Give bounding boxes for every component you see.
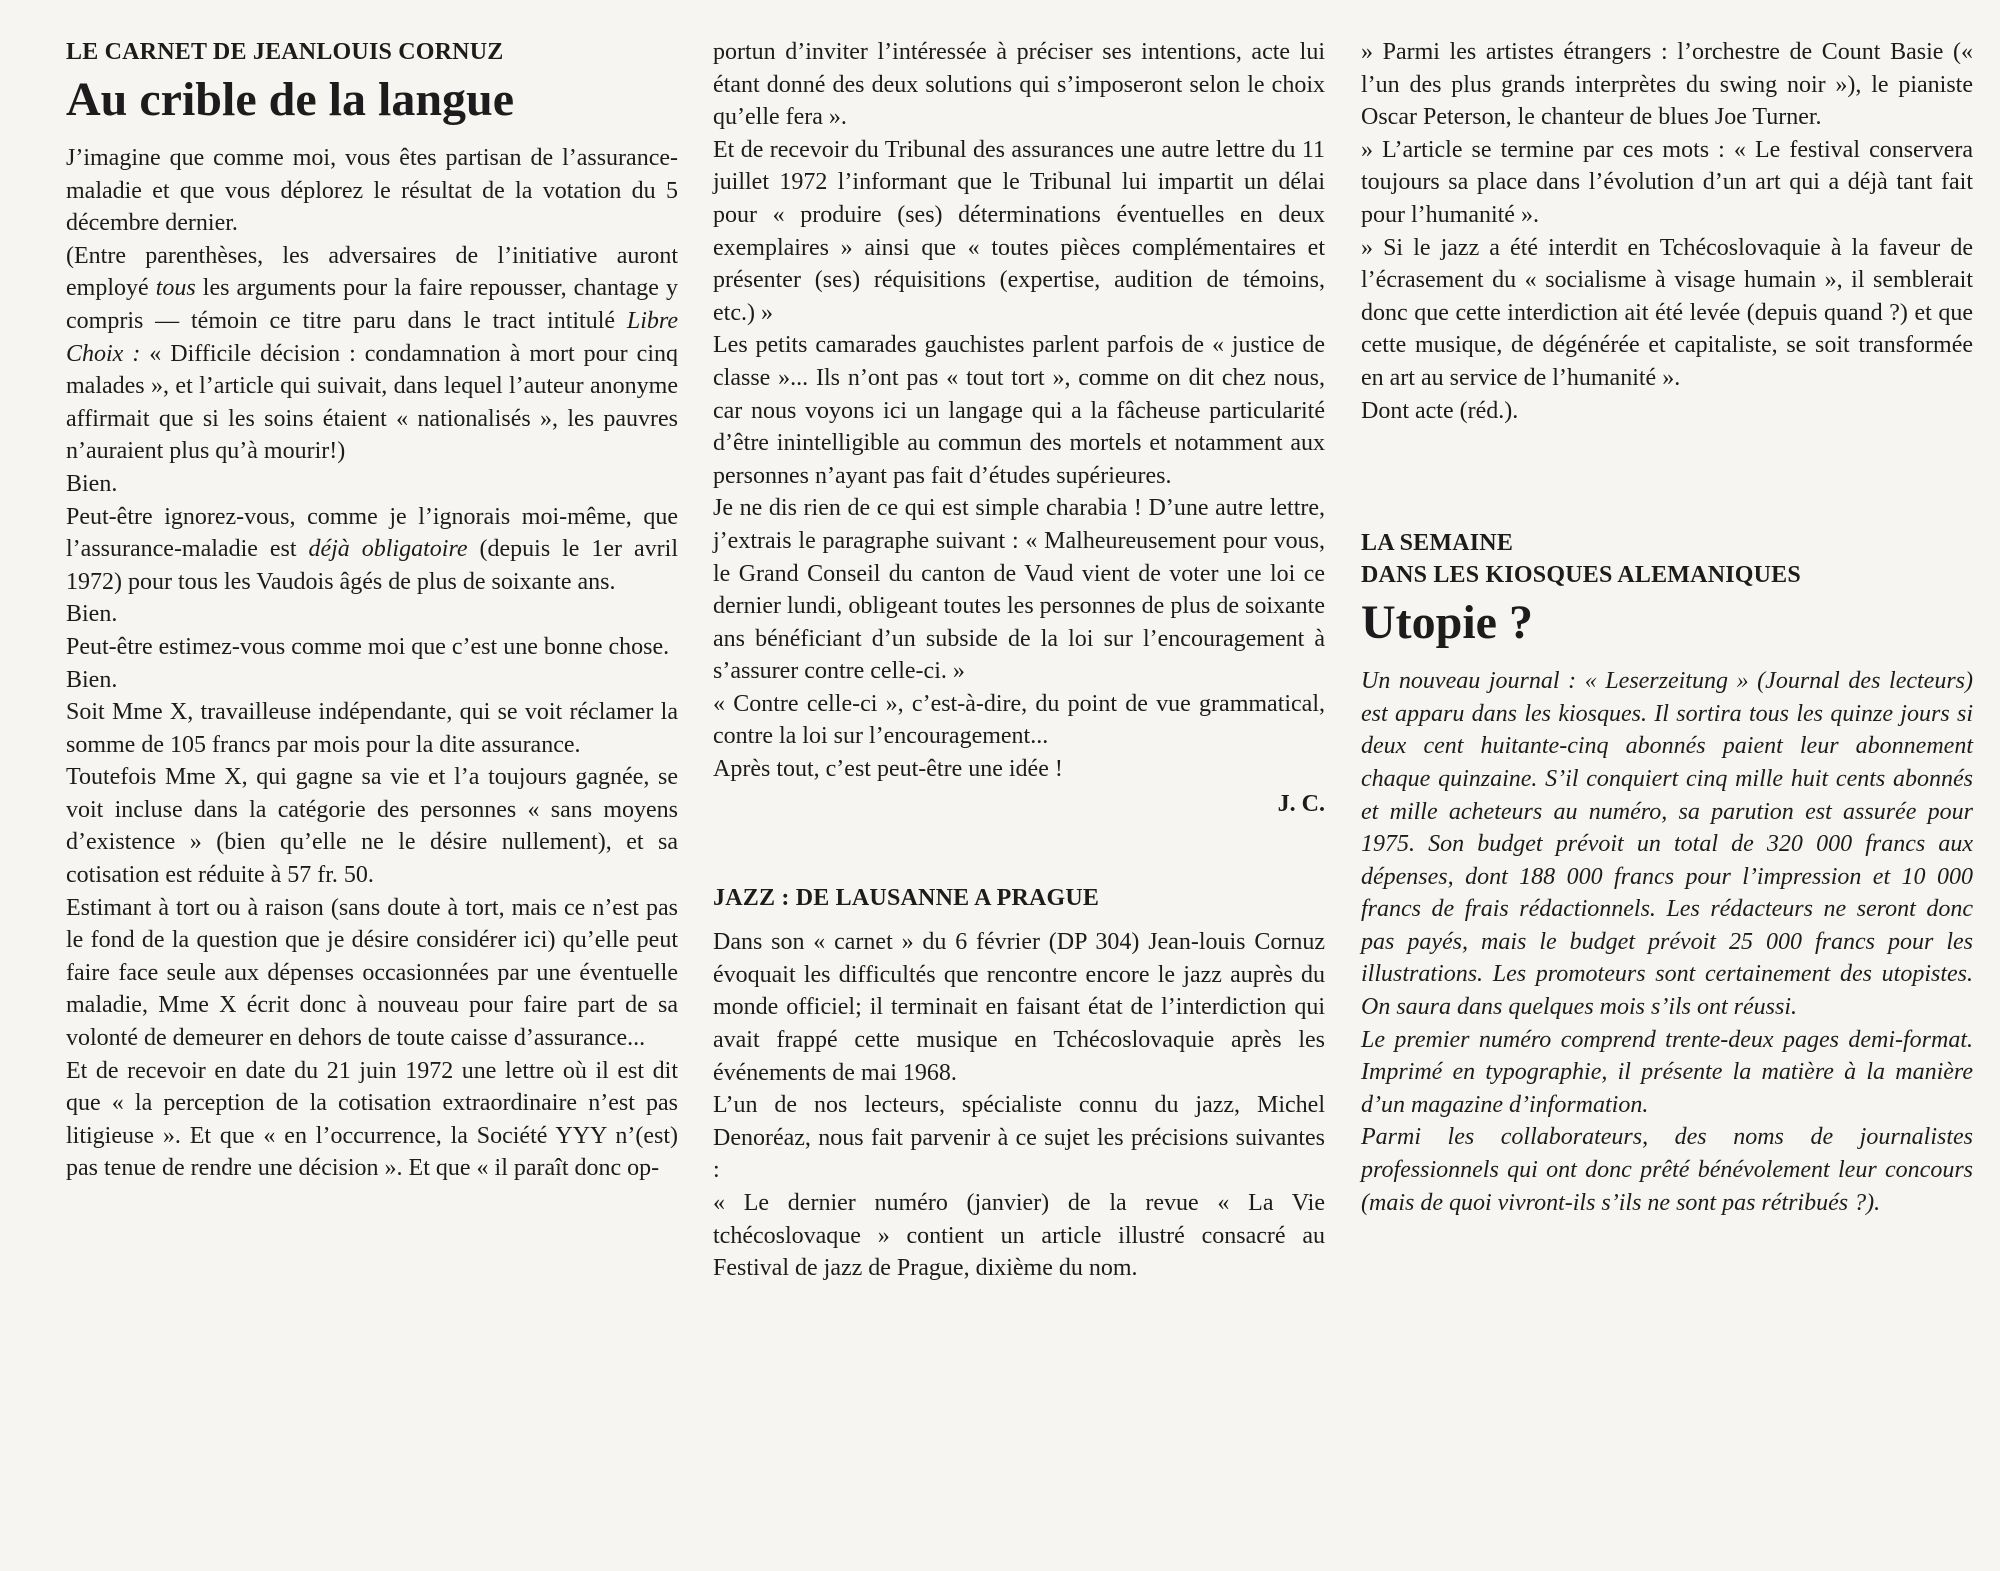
jazz-paragraph: « Le dernier numéro (janvier) de la revue « La Vie tchécoslovaque » contient un article illustré consacré au Festival de jazz de Prague, dixième du nom. — [713, 1190, 1325, 1282]
carnet-paragraph: Bien. — [66, 666, 118, 693]
jazz-paragraph: Dont acte (réd.). — [1361, 397, 1519, 424]
semaine-kicker-line2: DANS LES KIOSQUES ALEMANIQUES — [1361, 562, 1801, 589]
jazz-paragraph: » L’article se termine par ces mots : « Le festival conservera toujours sa place dans l’évolution d’un art qui a déjà tant fait pour l’humanité ». — [1361, 136, 1973, 228]
jazz-body-continued — [1361, 36, 1973, 427]
carnet-paragraph: Estimant à tort ou à raison (sans doute à tort, mais ce n’est pas le fond de la question que je désire considérer ici) qu’elle peut faire face seule aux dépenses occasionnées par une éventuelle maladie, Mme X écrit donc à nouveau pour faire part de sa volonté de demeurer en dehors de toute caisse d’assurance... — [66, 894, 678, 1052]
text-run: (depuis le 1er avril 1972) pour tous les Vaudois âgés de plus de soixante ans. — [66, 536, 678, 595]
jazz-paragraph: Dans son « carnet » du 6 février (DP 304) Jean-louis Cornuz évoquait les difficultés que rencontre encore le jazz auprès du monde officiel; il terminait en faisant état de l’interdiction qui avait frappé cette musique en Tchécoslovaquie après les événements de mai 1968. — [713, 929, 1325, 1086]
semaine-paragraph: Le premier numéro comprend trente-deux pages demi-format. Imprimé en typographie, il présente la matière à la manière d’un magazine d’information. — [1361, 1026, 1973, 1118]
divider — [713, 914, 1325, 926]
divider — [1361, 427, 1973, 527]
semaine-paragraph: Un nouveau journal : « Leserzeitung » (Journal des lecteurs) est apparu dans les kiosques. Il sortira tous les quinze jours si deux cent huitante-cinq abonnés paient leur abonnement chaque quinzaine. S’il conquiert cinq mille huit cents abonnés et mille acheteurs au numéro, sa parution est assurée pour 1975. Son budget prévoit un total de 320 000 francs aux dépenses, dont 188 000 francs pour l’impression et 10 000 francs de frais rédactionnels. Les rédacteurs ne seront donc pas payés, mais le budget prévoit 25 000 francs pour les illustrations. Les promoteurs sont certainement des utopistes. On saura dans quelques mois s’ils ont réussi. — [1361, 668, 1973, 1021]
column-2 — [713, 36, 1325, 1285]
emphasis: Libre Choix : — [66, 307, 678, 367]
carnet-body-continued — [713, 36, 1325, 786]
text-run: Peut-être ignorez-vous, comme je l’ignorais moi-même, que l’assurance-maladie est — [66, 503, 678, 563]
text-run: (Entre parenthèses, les adversaires de l’initiative auront employé — [66, 242, 678, 302]
carnet-paragraph: « Contre celle-ci », c’est-à-dire, du point de vue grammatical, contre la loi sur l’encouragement... — [713, 690, 1325, 750]
carnet-paragraph: Bien. — [66, 601, 118, 628]
text-run: « Difficile décision : condamnation à mort pour cinq malades », et l’article qui suivait, dans lequel l’auteur anonyme affirmait que si les soins étaient « nationalisés », les pauvres n’auraient plus qu’à mourir!) — [66, 340, 678, 465]
carnet-paragraph: Bien. — [66, 470, 118, 497]
semaine-paragraph: Parmi les collaborateurs, des noms de journalistes professionnels qui ont donc prêté bénévolement leur concours (mais de quoi vivront-ils s’ils ne sont pas rétribués ?). — [1361, 1124, 1973, 1216]
emphasis: tous — [155, 275, 196, 302]
semaine-title: Utopie ? — [1361, 596, 1533, 650]
carnet-paragraph: Toutefois Mme X, qui gagne sa vie et l’a toujours gagnée, se voit incluse dans la catégorie des personnes « sans moyens d’existence » (bien qu’elle ne le désire nullement), et sa cotisation est réduite à 57 fr. 50. — [66, 764, 678, 889]
jazz-paragraph: L’un de nos lecteurs, spécialiste connu du jazz, Michel Denoréaz, nous fait parvenir à ce sujet les précisions suivantes : — [713, 1092, 1325, 1184]
jazz-paragraph: » Parmi les artistes étrangers : l’orchestre de Count Basie (« l’un des plus grands interprètes du swing noir »), le pianiste Oscar Peterson, le chanteur de blues Joe Turner. — [1361, 39, 1973, 131]
column-1 — [66, 36, 678, 1185]
semaine-kicker-line1: LA SEMAINE — [1361, 530, 1514, 557]
carnet-paragraph: Et de recevoir du Tribunal des assurances une autre lettre du 11 juillet 1972 l’informant que le Tribunal lui impartit un délai pour « produire (ses) déterminations éventuelles en deux exemplaires » ainsi que « toutes pièces complémentaires et présenter (ses) réquisitions (expertise, audition de témoins, etc.) » — [713, 136, 1325, 326]
carnet-title: Au crible de la langue — [66, 73, 515, 126]
jazz-body — [713, 926, 1325, 1285]
carnet-paragraph — [66, 240, 678, 468]
emphasis: déjà obligatoire — [308, 536, 468, 563]
divider — [713, 820, 1325, 882]
carnet-paragraph — [66, 501, 678, 599]
semaine-body — [1361, 665, 1973, 1219]
carnet-body — [66, 142, 678, 1185]
carnet-signature: J. C. — [1277, 790, 1325, 817]
carnet-paragraph: portun d’inviter l’intéressée à préciser ses intentions, acte lui étant donné des deux solutions qui s’imposeront selon le choix qu’elle fera ». — [713, 39, 1325, 131]
carnet-paragraph: Peut-être estimez-vous comme moi que c’est une bonne chose. — [66, 633, 670, 660]
carnet-paragraph: Soit Mme X, travailleuse indépendante, qui se voit réclamer la somme de 105 francs par mois pour la dite assurance. — [66, 699, 678, 758]
carnet-kicker: LE CARNET DE JEANLOUIS CORNUZ — [66, 39, 504, 65]
carnet-paragraph: Je ne dis rien de ce qui est simple charabia ! D’une autre lettre, j’extrais le paragraphe suivant : « Malheureusement pour vous, le Grand Conseil du canton de Vaud vient de voter une loi ce dernier lundi, obligeant toutes les personnes de plus de soixante ans bénéficiant d’un subside de la loi sur l’encouragement à s’assurer contre celle-ci. » — [713, 495, 1325, 685]
column-3 — [1361, 36, 1973, 1219]
text-run: les arguments pour la faire repousser, chantage y compris — témoin ce titre paru dans le tract intitulé — [66, 275, 679, 334]
jazz-kicker: JAZZ : DE LAUSANNE A PRAGUE — [713, 885, 1100, 912]
carnet-paragraph: Les petits camarades gauchistes parlent parfois de « justice de classe »... Ils n’ont pas « tout tort », comme on dit chez nous, car nous voyons ici un langage qui a la fâcheuse particularité d’être inintelligible au commun des mortels et notamment aux personnes n’ayant pas fait d’études supérieures. — [713, 332, 1325, 489]
carnet-paragraph: Après tout, c’est peut-être une idée ! — [713, 756, 1063, 783]
carnet-paragraph: J’imagine que comme moi, vous êtes partisan de l’assurance-maladie et que vous déplorez le résultat de la votation du 5 décembre dernier. — [66, 145, 678, 237]
carnet-paragraph: Et de recevoir en date du 21 juin 1972 une lettre où il est dit que « la perception de la cotisation extraordinaire n’est pas litigieuse ». Et que « en l’occurrence, la Société YYY n’(est) pas tenue de rendre une décision ». Et que « il paraît donc op- — [66, 1057, 678, 1182]
jazz-paragraph: » Si le jazz a été interdit en Tchécoslovaquie à la faveur de l’écrasement du « socialisme à visage humain », il semblerait donc que cette interdiction ait été levée (depuis quand ?) et que cette musique, de dégénérée et capitaliste, se soit transformée en art au service de l’humanité ». — [1361, 234, 1973, 391]
